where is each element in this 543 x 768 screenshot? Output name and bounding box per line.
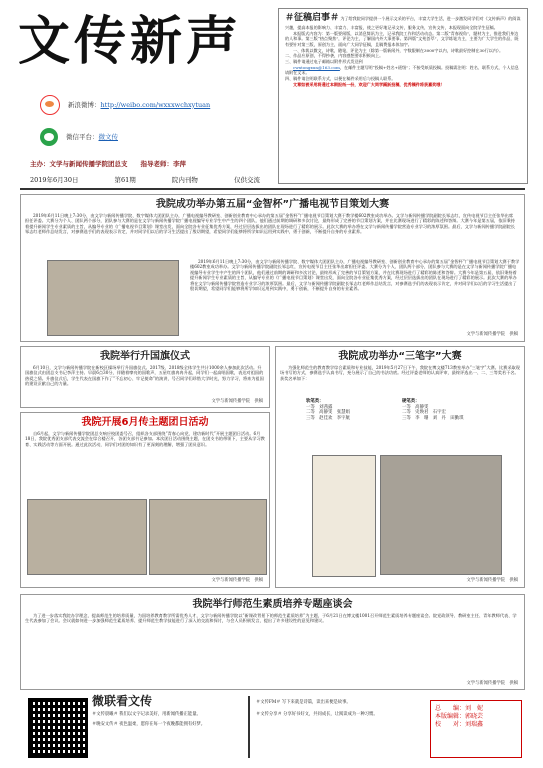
article-seminar-text: 为了进一步落实我院办学理念，提高师范生的培养质量，为国培养教育教学所需优秀人才，文学与新闻传播学院以“新课改背景下的师范生素质培养”为主题，于6月21日在博文楼1001召开师范生素质培养专题座谈会。院党政领导、教研室主任、青年教师代表、学生代表参加了会议。会议就如何进一步加强师范生素质培养、提升师范生教学技能进行了深入的交流和探讨，与会人员积极发言，提出了许多建设性的意见和建议。 [25, 613, 517, 624]
award-cell: 三等 赵佳欢 李宇航 [306, 416, 350, 422]
weibo-label: 新浪微博： [68, 100, 101, 109]
award-cell: 三等 李 珊 刘 丹 田勤琪 [402, 416, 464, 422]
notice-email[interactable]: cwxtongxun@163.com [293, 64, 340, 70]
award-cell: 一等 高静雯 [402, 404, 429, 410]
recommend-item: ＃文传FM＃ 写下来就是诗篇，读出来便是故事。 [256, 700, 351, 705]
recommend-title: 微联看文传 [92, 694, 153, 708]
credit-line: 校 对：刘瑞鑫 [435, 720, 484, 728]
recommend-list-right [256, 700, 416, 717]
article-calligraphy [275, 346, 525, 588]
sponsors: 主办：文学与新闻传播学院团总支 指导老师：李萍 [30, 160, 186, 168]
article-seminar [20, 594, 525, 690]
calligraphy-photo-right [380, 455, 502, 575]
article-competition-title: 我院成功举办第五届“金智杯”广播电视节目策划大赛 [155, 199, 390, 210]
credit-line: 总 编：刘 妮 [435, 705, 484, 712]
issue-note: 仅供交流 [233, 176, 260, 184]
award-cell: 二等 史焕君 石宇宏 [402, 410, 446, 416]
wechat-label: 微信平台： [66, 132, 99, 141]
award-cell: 一等 刘茜露 [306, 404, 333, 410]
article-league-caption: 文学与新闻传播学院 供稿 [211, 578, 263, 584]
credit-line: 本版编辑：郭晓芸 [435, 712, 484, 720]
issue-number: 第61期 [114, 176, 136, 184]
award-header-hard: 硬笔类： [402, 399, 420, 404]
weibo-link[interactable]: http://weibo.com/wxxxwchxytuan [100, 100, 211, 109]
recommend-item: ＃文传晨曦＃ 我们以文字记录美好，用新闻传播正能量。 [92, 712, 201, 717]
recommend-item: ＃晚安文传＃ 夜色温柔，愿你在每一个夜晚都能拥有好梦。 [92, 721, 206, 727]
notice-intro: 为了给我院同学提供一个展示文采的平台，丰富大学生活，进一步激发同学们对《文传新声》的阅读兴趣，提高本报的影响力、丰富力、丰富报，使之更好地记录文传，服务文传，宣传文传，本报现面向全院学生征稿。 [285, 16, 521, 30]
recommend-list-left [92, 712, 242, 727]
call-for-papers [278, 8, 528, 184]
competition-photo [47, 260, 179, 336]
wechat-icon [40, 128, 58, 146]
notice-body: 本报版式内容为：第一版要闻版，以消息简讯为主，记录我院工作和活动动态。第二版“青春视角”，题材为主，推进我们身边的人和事。第三版“热点聚焦”，评论为主，了解国内外大事要事。第四版“文苑荟萃”，文学练笔为主，主要为广大学生的作品，既有要针对第三版，原创为主，面向广大同学征稿，且稿费报本体加字。 [285, 31, 519, 47]
article-seminar-caption: 文学与新闻传播学院 供稿 [466, 681, 518, 687]
weibo-row [40, 95, 210, 115]
article-league-title: 我院开展6月传主题团日活动 [81, 417, 209, 428]
league-photo-left [27, 499, 147, 575]
qr-code [28, 698, 88, 758]
notice-rules: 一、体裁以微文，诗歌，随笔，评论为主（除第一版新闻外，字数限制在3000字以内，诗歌最好控制在30行以内）。 二、作品应原创，不得抄袭，内容感想要求积极向上。 三、稿件请通过电子邮箱以附件形式发送到 [285, 47, 504, 64]
article-league-text: 自6月起，文学与新闻传播学院团总支响应校团委号召，组织各支部围绕“青春心向党，建功新时代”开展主题团日活动。6月18日，我院优秀团支部代表交流会在综合楼召开，各团支部书记参加。本次团日活动围绕主题，在团支书的带领下，主要从学习教育、实践活动等方面开展。通过此次活动，同学们对团的知识有了更深刻的理解，增强了团员意识。 [25, 431, 265, 447]
weibo-icon [40, 95, 60, 115]
notice-rules2: ，在邮件主题写明“投稿+姓名+班级”；不接受纸质投稿。投稿需注明：姓名、联系方式，个人信息请附在文末。 四、稿件请注明联系方式，以便在稿件采用后与投稿人联系。 [285, 64, 519, 81]
article-league [20, 412, 270, 588]
article-calligraphy-caption: 文学与新闻传播学院 供稿 [466, 578, 518, 584]
masthead-title: 文传新声 [18, 11, 243, 72]
article-competition [20, 194, 525, 342]
editor-credits [430, 700, 522, 758]
notice-title: ＃征稿启事＃ [285, 13, 340, 23]
league-photo-right [149, 499, 267, 575]
issue-scope: 院内刊物 [171, 176, 198, 184]
issue-info [30, 176, 260, 184]
article-seminar-title: 我院举行师范生素质培养专题座谈会 [192, 599, 353, 610]
notice-footer: 文章如被采用将通过本期报纸一份，欢迎广大同学踊跃投稿，优秀稿件将获嘉奖哦！ [293, 81, 445, 87]
article-flag-caption: 文学与新闻传播学院 供稿 [211, 399, 263, 405]
recommend-item: ＃文传分享＃ 分享好书好文，共同成长，让阅读成为一种习惯。 [256, 711, 378, 717]
calligraphy-photo-left [312, 455, 376, 577]
article-calligraphy-title: 我院成功举办“三笔字”大赛 [338, 351, 462, 362]
wechat-link[interactable]: 微文传 [98, 132, 118, 141]
article-flag-title: 我院举行升国旗仪式 [100, 351, 190, 362]
award-row [306, 416, 524, 422]
wechat-row [40, 128, 118, 146]
article-flag-text: 6月10日，文学与新闻传播学院在新校区操场举行升国旗仪式。2017级、2018级全体学生共计1000余人参加此次活动。升国旗仪式由团总支书记李萍主持。早晨6点30分，伴随着嘹亮的国歌声，五星红旗冉冉升起，同学们一起高唱国歌，表达对祖国的热爱之情。升旗仪式后，学生代表在国旗下作了“不忘初心、牢记使命”的演讲，号召同学们珍惜大学时光，努力学习，将来为祖国的建设贡献自己的力量。 [25, 365, 264, 387]
article-competition-caption: 文学与新闻传播学院 供稿 [466, 332, 518, 338]
article-competition-text-cont: 2019年6月11日晚上7:30分，由文学与新闻传播学院、数字媒体大团团队主办，广播电视编导教研室、创新创业教育中心承办的第五届“金智杯”广播电视节目策划大赛于教学楼602教室成功举办。文学与新闻传播学院副院长邹志红，宣传电视节目主任张华出席担任评委。大赛分为个人、团队两个部分，团队参与大赛的是在文学与新闻传播学院广播电视编导专业学生中产生的四个团队，他们通过前期的调研和多次讨论，最终形成了完善的节目策划方案，并在比赛现场进行了精彩的陈述和答辩。大赛今年是第五届，依旧秉持着提升新闻学生专业素质的主旨，从编导专业的《广播电视节目策划》课堂出发，面向全院各专业征集优秀方案，经过层层选拔出的团队在现场进行了精彩的展示。此次大赛的举办将在文学与新闻传播学院营造专业学习的浓厚氛围。最后，文学与新闻传播学院副院长邹志红老师作总结发言，对参赛选手们的表现表示肯定，并对同学们以后的学习生活提出了殷切期望，希望同学们能够将所学知识运用到实践中，勇于创新，不断提升自身的专业素养。 [190, 259, 520, 292]
masthead-divider [20, 188, 525, 190]
award-header-soft: 软笔类： [306, 399, 324, 404]
article-competition-text: 2019年6月11日晚上7:30分，由文学与新闻传播学院、数字媒体大团团队主办，广播电视编导教研室、创新创业教育中心承办的第五届“金智杯”广播电视节目策划大赛于教学楼602教室成功举办。文学与新闻传播学院副院长邹志红，宣传电视节目主任张华出席担任评委。大赛分为个人、团队两个部分，团队参与大赛的是在文学与新闻传播学院广播电视编导专业学生中产生的四个团队，他们通过前期的调研和多次讨论，最终形成了完善的节目策划方案，并在比赛现场进行了精彩的陈述和答辩。大赛今年是第五届，依旧秉持着提升新闻学生专业素质的主旨，从编导专业的《广播电视节目策划》课堂出发，面向全院各专业征集优秀方案，经过层层选拔出的团队在现场进行了精彩的展示。此次大赛的举办将在文学与新闻传播学院营造专业学习的浓厚氛围。最后，文学与新闻传播学院副院长邹志红老师作总结发言，对参赛选手们的表现表示肯定，并对同学们以后的学习生活提出了殷切期望，希望同学们能够将所学知识运用到实践中，勇于创新，不断提升自身的专业素养。 [25, 213, 515, 235]
issue-date: 2019年6月30日 [30, 176, 79, 184]
article-calligraphy-text: 为强化师范生的教育教学综合素质和专业技能，2019年5月27日下午，我院在博文楼713教室举办“三笔字”大赛。比赛采取现场书写的方式，参赛选手认真书写，充分展示了自己的书法功底。经过评委老师的认真评审，最终评选出一、二、三等奖若干名。获奖名单如下： [280, 365, 520, 381]
award-cell: 二等 高静雯 张慧娟 [306, 410, 350, 416]
recommend-divider [248, 696, 250, 758]
article-flag [20, 346, 270, 408]
